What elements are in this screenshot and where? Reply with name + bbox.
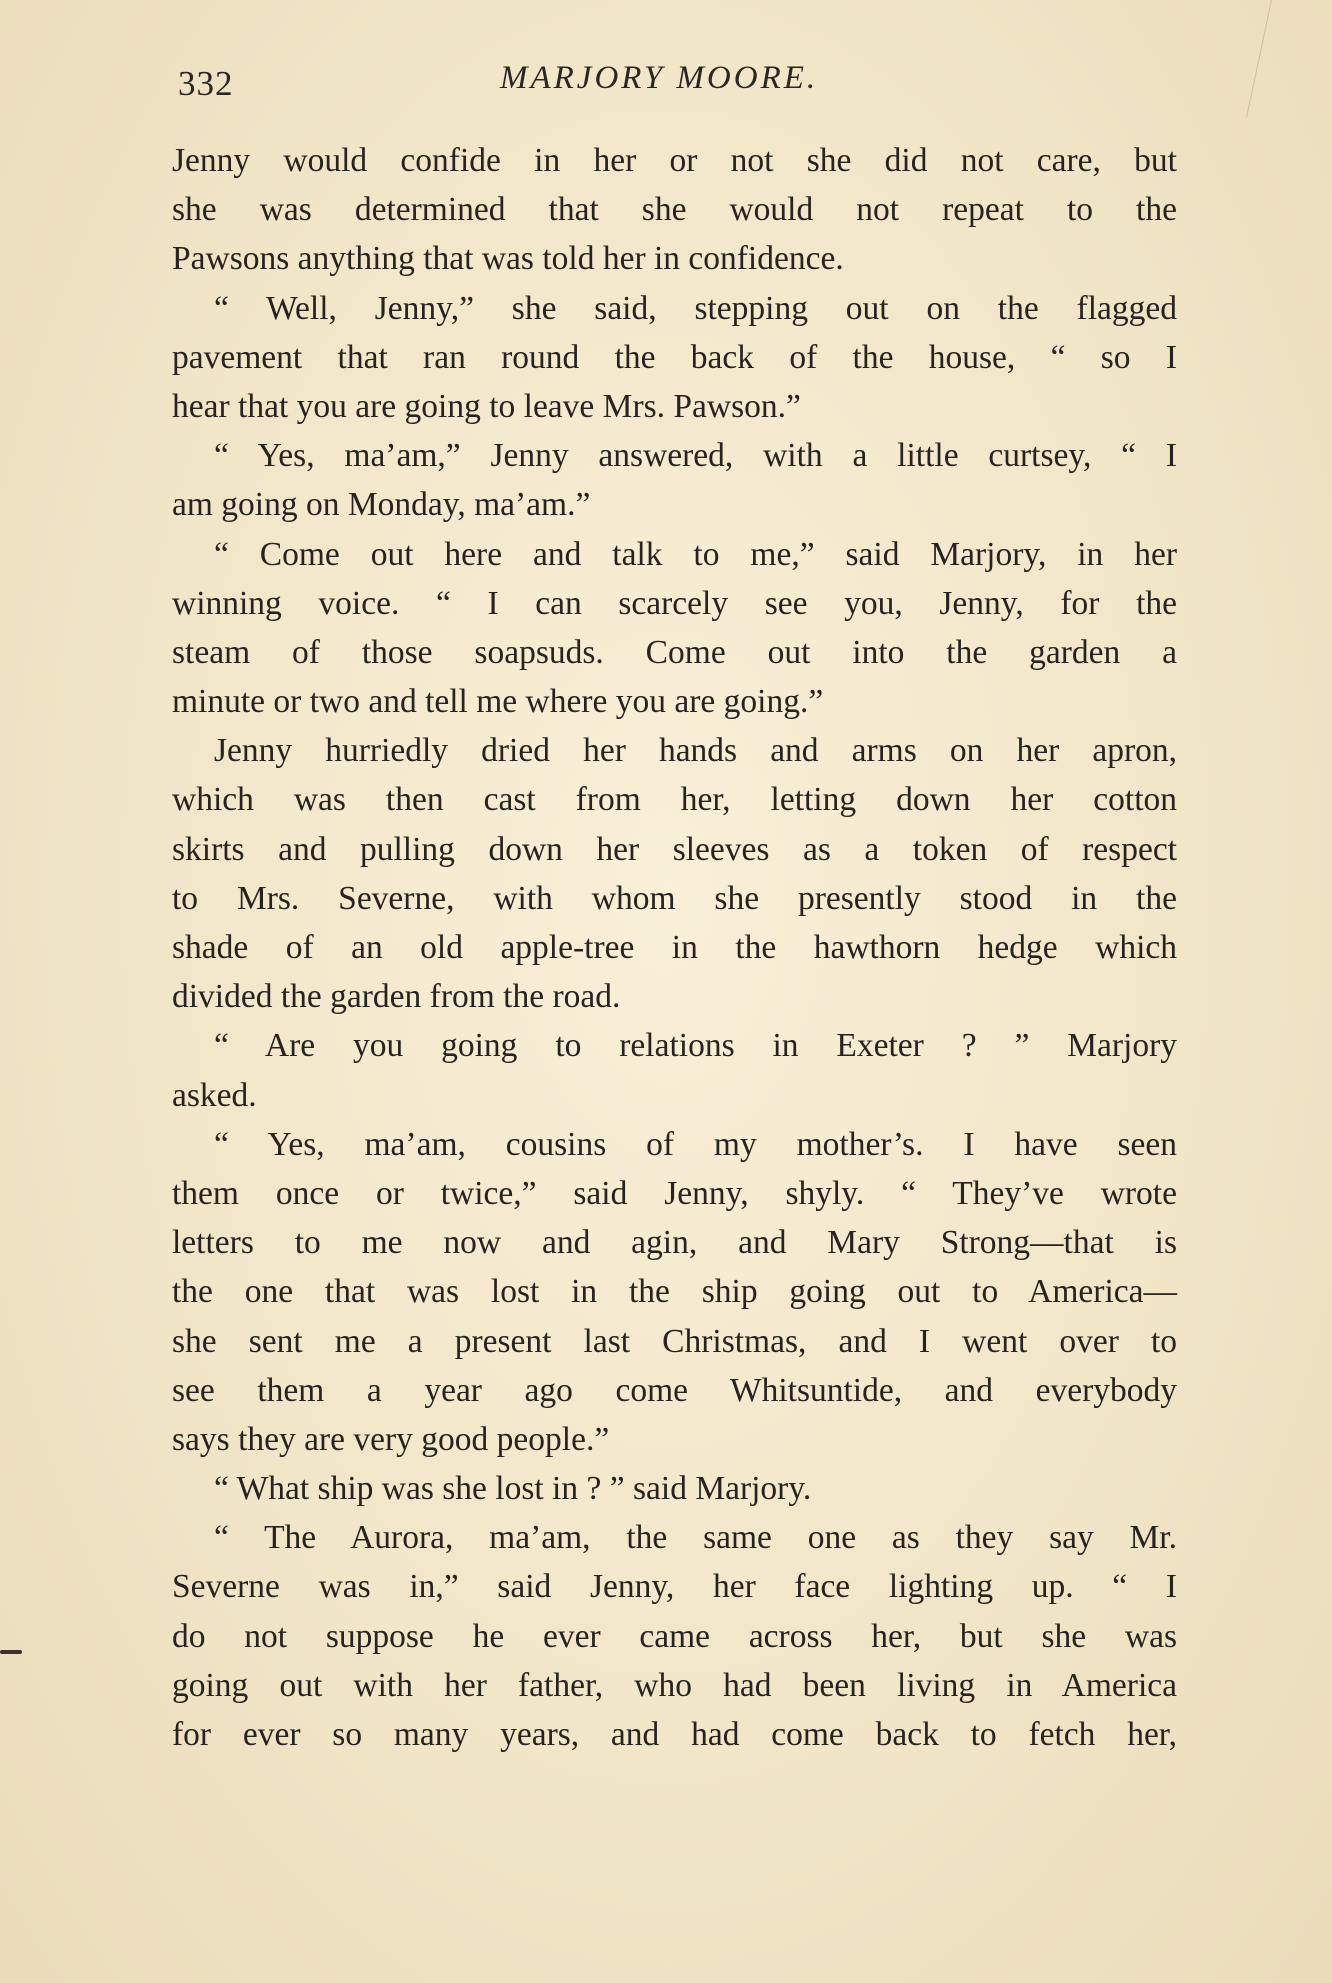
text-line: “ The Aurora, ma’am, the same one as they say Mr. [214, 1519, 1177, 1557]
page-edge-line [1246, 0, 1272, 117]
body-text [172, 136, 1177, 1759]
text-line: skirts and pulling down her sleeves as a token of respect [172, 830, 1177, 868]
text-line: which was then cast from her, letting down her cotton [172, 781, 1177, 819]
text-line: am going on Monday, ma’am.” [172, 486, 591, 524]
running-head: MARJORY MOORE. [500, 60, 819, 96]
text-line: “ Come out here and talk to me,” said Marjory, in her [214, 535, 1177, 573]
text-line: “ Are you going to relations in Exeter ? ” Marjory [214, 1027, 1177, 1065]
text-line: going out with her father, who had been living in America [172, 1666, 1177, 1704]
text-line: “ Yes, ma’am,” Jenny answered, with a little curtsey, “ I [214, 437, 1177, 475]
text-line: them once or twice,” said Jenny, shyly. “ They’ve wrote [172, 1174, 1177, 1212]
text-line: says they are very good people.” [172, 1420, 610, 1458]
text-line: Jenny would confide in her or not she did not care, but [172, 142, 1177, 179]
text-line: “ Yes, ma’am, cousins of my mother’s. I have seen [214, 1125, 1177, 1163]
text-line: winning voice. “ I can scarcely see you, Jenny, for the [172, 584, 1177, 622]
text-line: to Mrs. Severne, with whom she presently stood in the [172, 879, 1177, 917]
text-line: asked. [172, 1076, 257, 1114]
text-line: letters to me now and agin, and Mary Strong—that is [172, 1224, 1177, 1262]
text-line: Pawsons anything that was told her in confidence. [172, 240, 844, 278]
text-line: hear that you are going to leave Mrs. Pawson.” [172, 387, 801, 425]
margin-mark [0, 1650, 22, 1654]
text-line: Jenny hurriedly dried her hands and arms on her apron, [214, 732, 1177, 770]
text-line: “ Well, Jenny,” she said, stepping out on the flagged [214, 289, 1177, 327]
text-line: do not suppose he ever came across her, but she was [172, 1617, 1177, 1655]
text-line: shade of an old apple-tree in the hawthorn hedge which [172, 929, 1177, 966]
text-line: divided the garden from the road. [172, 978, 621, 1016]
text-line: “ What ship was she lost in ? ” said Marjory. [214, 1470, 812, 1508]
text-line: the one that was lost in the ship going out to America— [172, 1273, 1177, 1311]
text-line: she sent me a present last Christmas, and I went over to [172, 1322, 1177, 1360]
text-line: she was determined that she would not repeat to the [172, 191, 1177, 229]
text-line: Severne was in,” said Jenny, her face lighting up. “ I [172, 1568, 1177, 1606]
text-line: pavement that ran round the back of the house, “ so I [172, 338, 1177, 376]
page-number: 332 [178, 64, 234, 103]
page-header [170, 58, 1180, 108]
text-line: see them a year ago come Whitsuntide, and everybody [172, 1371, 1177, 1409]
text-line: for ever so many years, and had come back to fetch her, [172, 1716, 1177, 1753]
text-line: steam of those soapsuds. Come out into the garden a [172, 633, 1177, 671]
text-line: minute or two and tell me where you are going.” [172, 683, 824, 721]
